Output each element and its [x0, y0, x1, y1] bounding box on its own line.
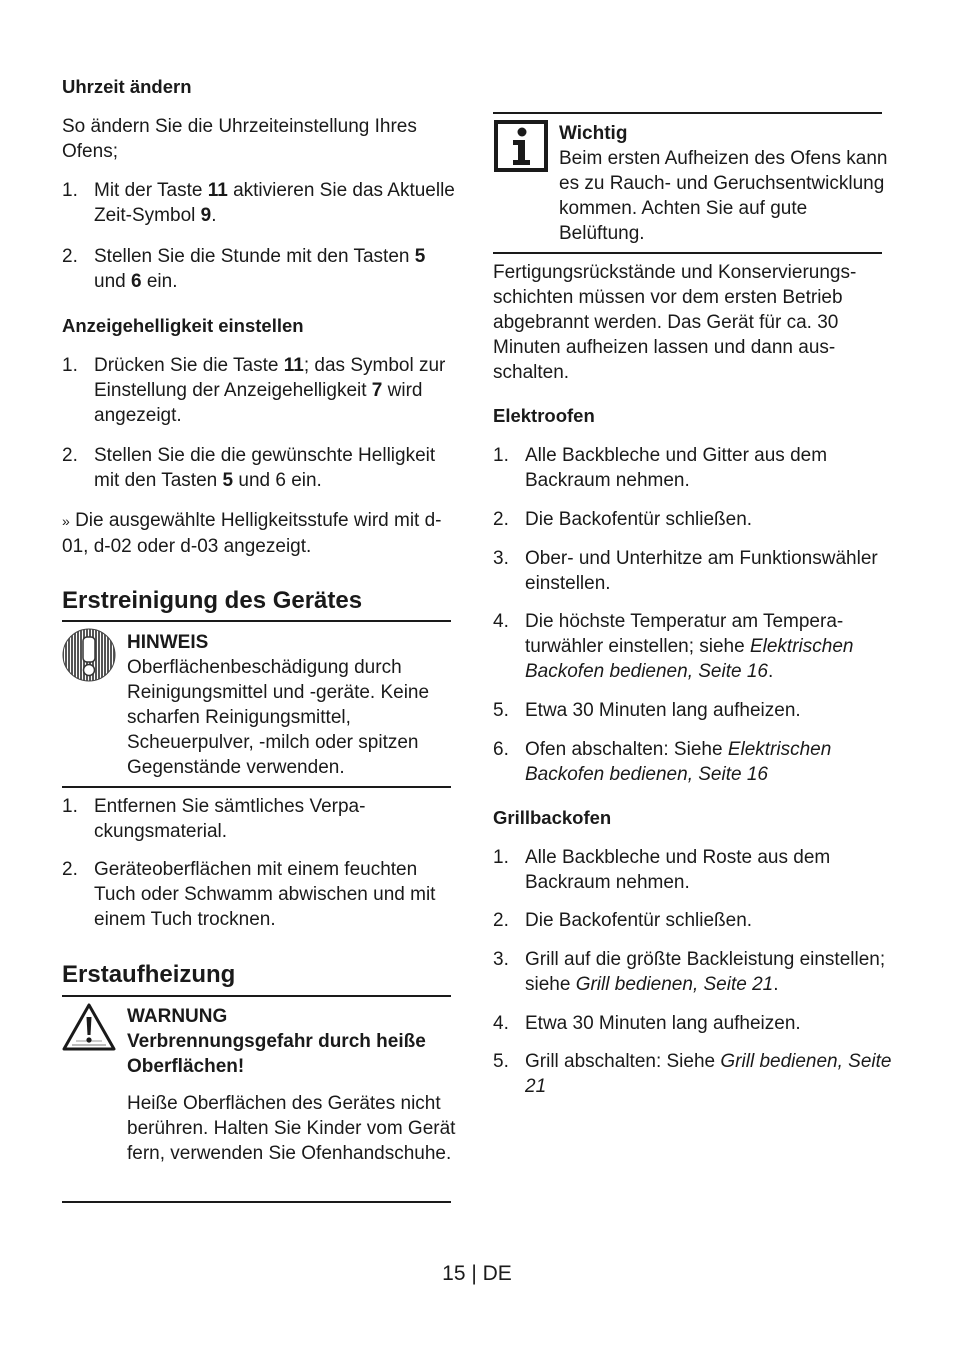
cleaning-heading: Erstreinigung des Gerätes — [62, 587, 363, 614]
warning-triangle-icon — [62, 1002, 116, 1052]
important-title: Wichtig — [559, 123, 628, 144]
hinweis-title: HINWEIS — [127, 632, 209, 653]
cleaning-step-2: 2. Geräteoberflächen mit einem feuchten Tuch oder Schwamm abwischen und mit einem Tuch trocknen. — [62, 859, 436, 930]
hinweis-text: Oberflächenbeschädigung durch Reinigungsmittel und -geräte. Keine scharfen Reinigungsmittel, Scheuerpulver, -milch oder spitzen Gegenstände verwenden. — [127, 657, 430, 778]
electric-step-6: 6. Ofen abschalten: Siehe Elektrischen Backofen bedienen, Seite 16 — [493, 739, 832, 785]
cleaning-rule-top — [62, 620, 451, 622]
clock-intro: So ändern Sie die Uhrzeiteinstellung Ihres Ofens; — [62, 116, 417, 162]
electric-step-4: 4. Die höchste Temperatur am Temperaturwähler einstellen; siehe Elektrischen Backofen bedienen, Seite 16. — [493, 611, 854, 682]
electric-step-5: 5. Etwa 30 Minuten lang aufheizen. — [493, 700, 801, 721]
warnung-box — [127, 1004, 457, 1166]
warnung-text: Heiße Oberflächen des Gerätes nicht berühren. Halten Sie Kinder vom Gerät fern, verwenden Sie Ofenhandschuhe. — [127, 1093, 456, 1164]
page-footer: 15 | DE — [442, 1262, 512, 1285]
warnung-title: WARNUNG — [127, 1006, 228, 1027]
brightness-step-2: 2. Stellen Sie die die gewünschte Helligkeit mit den Tasten 5 und 6 ein. — [62, 445, 436, 491]
grill-step-5: 5. Grill abschalten: Siehe Grill bedienen, Seite 21 — [493, 1051, 892, 1097]
heating-rule-bottom — [62, 1201, 451, 1203]
clock-step-2: 2. Stellen Sie die Stunde mit den Tasten 5 und 6 ein. — [62, 246, 426, 292]
exclamation-icon — [62, 628, 116, 682]
brightness-step-1: 1. Drücken Sie die Taste 11; das Symbol zur Einstellung der Anzeigehelligkeit 7 wird angezeigt. — [62, 355, 446, 426]
residue-paragraph: Fertigungsrückstände und Konservierungsschichten müssen vor dem ersten Betrieb abgebrannt werden. Das Gerät für ca. 30 Minuten aufheizen lassen und dann ausschalten. — [493, 262, 857, 383]
heating-rule-top — [62, 995, 451, 997]
important-box — [559, 121, 889, 246]
electric-step-3: 3. Ober- und Unterhitze am Funktionswähler einstellen. — [493, 548, 878, 594]
brightness-heading: Anzeigehelligkeit einstellen — [62, 315, 304, 336]
warnung-subtitle: Verbrennungsgefahr durch heiße Oberflächen! — [127, 1031, 426, 1077]
cleaning-step-1: 1. Entfernen Sie sämtliches Verpackungsmaterial. — [62, 796, 366, 842]
heating-heading: Erstaufheizung — [62, 961, 236, 988]
brightness-result: » Die ausgewählte Helligkeitsstufe wird mit d-01, d-02 oder d-03 angezeigt. — [62, 510, 442, 557]
electric-step-2: 2. Die Backofentür schließen. — [493, 509, 753, 530]
grill-step-4: 4. Etwa 30 Minuten lang aufheizen. — [493, 1013, 801, 1034]
language-code: DE — [482, 1262, 512, 1285]
page-number: 15 — [442, 1262, 466, 1285]
hinweis-box — [127, 630, 457, 780]
grill-step-1: 1. Alle Backbleche und Roste aus dem Backraum nehmen. — [493, 847, 831, 893]
electric-heading: Elektroofen — [493, 405, 595, 426]
grill-heading: Grillbackofen — [493, 807, 612, 828]
important-text: Beim ersten Aufheizen des Ofens kann es zu Rauch- und Geruchsentwicklung kommen. Achten Sie auf gute Belüftung. — [559, 148, 888, 244]
grill-step-3: 3. Grill auf die größte Backleistung einstellen; siehe Grill bedienen, Seite 21. — [493, 949, 886, 995]
cleaning-rule-bottom — [62, 786, 451, 788]
clock-heading: Uhrzeit ändern — [62, 76, 192, 97]
grill-step-2: 2. Die Backofentür schließen. — [493, 910, 753, 931]
clock-step-1: 1. Mit der Taste 11 aktivieren Sie das Aktuelle Zeit-Symbol 9. — [62, 180, 455, 226]
electric-step-1: 1. Alle Backbleche und Gitter aus dem Backraum nehmen. — [493, 445, 828, 491]
important-rule-bottom — [493, 252, 882, 254]
info-icon — [494, 120, 548, 172]
important-rule-top — [493, 112, 882, 114]
